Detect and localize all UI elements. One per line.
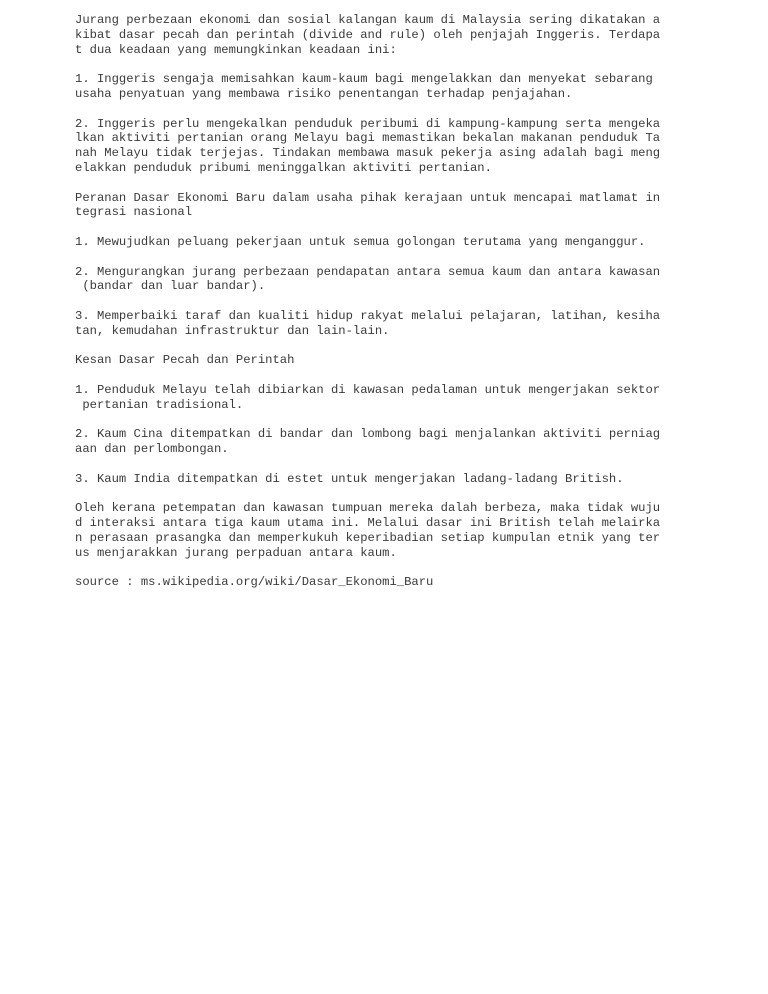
list-item: 2. Inggeris perlu mengekalkan penduduk peribumi di kampung-kampung serta mengeka lkan aktiviti pertanian orang Melayu bagi memastikan bekalan makanan penduduk Ta nah Melayu tidak terjejas. Tindakan membawa masuk pekerja asing adalah bagi meng elakkan penduduk pribumi meninggalkan aktiviti pertanian. — [75, 116, 661, 175]
list-item: 1. Mewujudkan peluang pekerjaan untuk semua golongan terutama yang menganggur. — [75, 234, 646, 249]
list-item: 1. Penduduk Melayu telah dibiarkan di kawasan pedalaman untuk mengerjakan sektor pertanian tradisional. — [75, 382, 661, 412]
list-item: 1. Inggeris sengaja memisahkan kaum-kaum bagi mengelakkan dan menyekat sebarang usaha penyatuan yang membawa risiko penentangan terhadap penjajahan. — [75, 72, 653, 101]
list-item: 3. Kaum India ditempatkan di estet untuk mengerjakan ladang-ladang British. — [75, 471, 624, 486]
list-item: 2. Kaum Cina ditempatkan di bandar dan lombong bagi menjalankan aktiviti perniag aan dan perlombongan. — [75, 427, 661, 457]
intro-paragraph: Jurang perbezaan ekonomi dan sosial kalangan kaum di Malaysia sering dikatakan a kibat dasar pecah dan perintah (divide and rule) oleh penjajah Inggeris. Terdapa t dua keadaan yang memungkinkan keadaan ini: — [75, 13, 661, 57]
source-line: source : ms.wikipedia.org/wiki/Dasar_Ekonomi_Baru — [75, 575, 434, 590]
list-item: 2. Mengurangkan jurang perbezaan pendapatan antara semua kaum dan antara kawasan (bandar dan luar bandar). — [75, 264, 661, 294]
document-page — [75, 13, 685, 605]
section-heading: Kesan Dasar Pecah dan Perintah — [75, 353, 295, 368]
section-heading: Peranan Dasar Ekonomi Baru dalam usaha pihak kerajaan untuk mencapai matlamat in tegrasi nasional — [75, 190, 661, 220]
list-item: 3. Memperbaiki taraf dan kualiti hidup rakyat melalui pelajaran, latihan, kesiha tan, kemudahan infrastruktur dan lain-lain. — [75, 308, 661, 338]
conclusion-paragraph: Oleh kerana petempatan dan kawasan tumpuan mereka dalah berbeza, maka tidak wuju d interaksi antara tiga kaum utama ini. Melalui dasar ini British telah melairka n perasaan prasangka dan memperkukuh keperibadian setiap kumpulan etnik yang ter us menjarakkan jurang perpaduan antara kaum. — [75, 501, 661, 560]
